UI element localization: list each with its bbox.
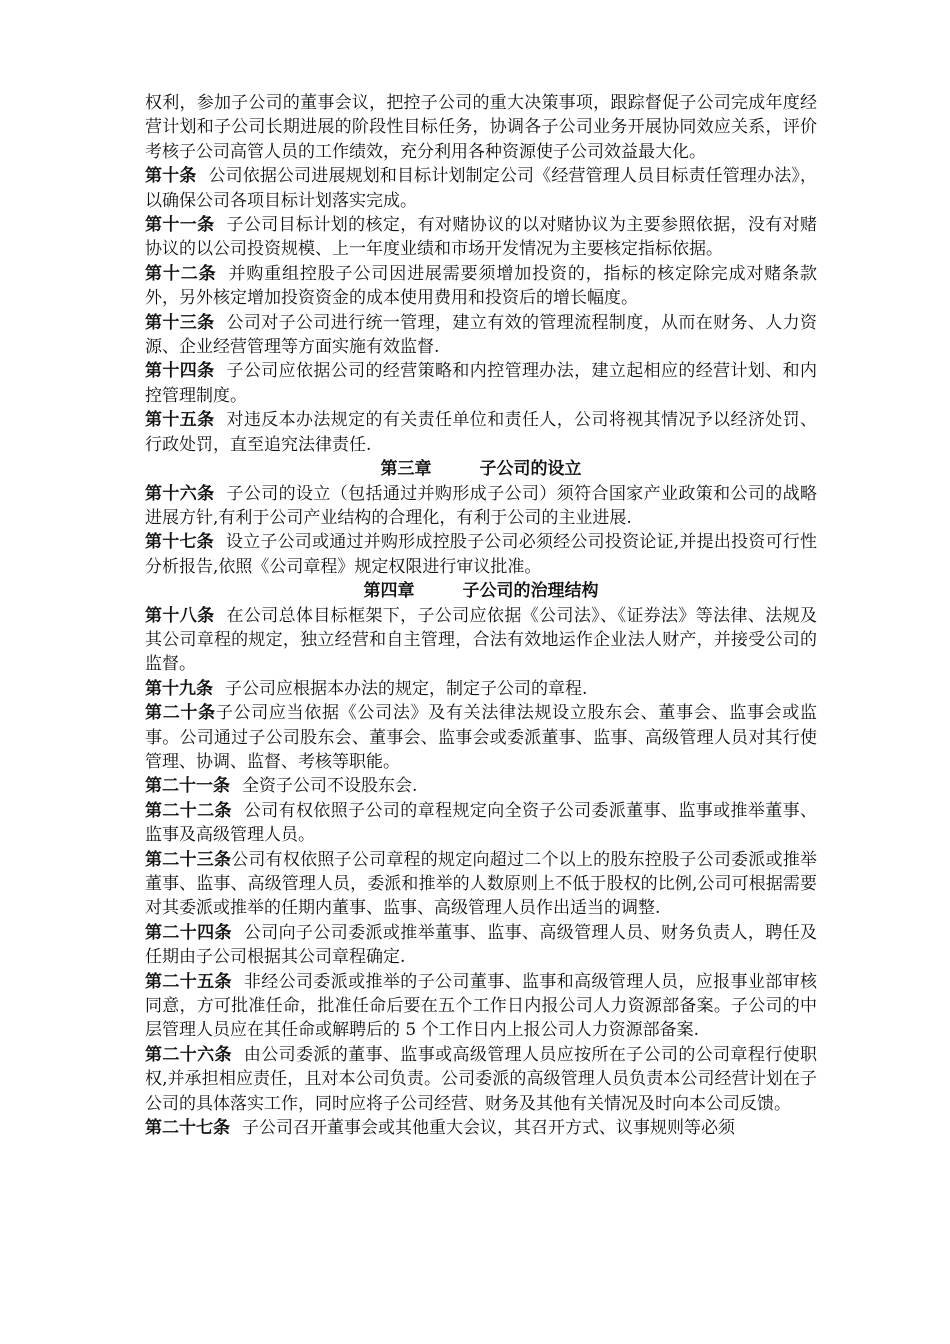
article-18 [145,604,817,677]
article-number: 第二十二条 [145,800,232,821]
article-number: 第二十五条 [145,971,232,992]
article-11 [145,213,817,262]
article-text: 子公司目标计划的核定，有对赌协议的以对赌协议为主要参照依据，没有对赌协议的以公司投资规模、上一年度业绩和市场开发情况为主要核定指标依据。 [145,215,818,260]
article-text: 在公司总体目标框架下，子公司应依据《公司法》、《证券法》等法律、法规及其公司章程的规定，独立经营和自主管理，合法有效地运作企业法人财产，并接受公司的监督。 [145,605,818,675]
article-number: 第二十四条 [145,922,232,943]
article-number: 第二十三条 [145,849,232,870]
article-text: 子公司召开董事会或其他重大会议，其召开方式、议事规则等必须 [242,1118,735,1139]
article-23 [145,848,817,921]
article-number: 第十二条 [145,263,217,284]
article-number: 第二十六条 [145,1044,232,1065]
chapter-label: 第四章 [363,581,415,602]
paragraph-continued [145,91,817,164]
article-14 [145,359,817,408]
article-17 [145,530,817,579]
article-text: 全资子公司不设股东会. [242,776,418,797]
chapter-label: 第三章 [380,459,432,480]
article-number: 第十一条 [145,215,215,236]
article-number: 第十六条 [145,483,215,504]
paragraph-text: 权利，参加子公司的董事会议，把控子公司的重大决策事项，跟踪督促子公司完成年度经营计划和子公司长期进展的阶段性目标任务，协调各子公司业务开展协同效应关系，评价考核子公司高管人员的工作绩效，充分利用各种资源使子公司效益最大化。 [145,93,817,162]
article-text: 子公司应依据公司的经营策略和内控管理办法，建立起相应的经营计划、和内控管理制度。 [145,361,818,406]
article-number: 第二十一条 [145,776,230,797]
article-text: 公司有权依照子公司的章程规定向全资子公司委派董事、监事或推举董事、监事及高级管理人员。 [145,800,818,846]
article-text: 由公司委派的董事、监事或高级管理人员应按所在子公司的公司章程行使职权,并承担相应责任，且对本公司负责。公司委派的高级管理人员负责本公司经营计划在子公司的具体落实工作，同时应将子公司经营、财务及其他有关情况及时向本公司反馈。 [145,1044,818,1114]
article-number: 第十八条 [145,605,215,626]
article-text: 并购重组控股子公司因进展需要须增加投资的，指标的核定除完成对赌条款外，另外核定增加投资资金的成本使用费用和投资后的增长幅度。 [145,263,818,309]
article-number: 第十四条 [145,361,215,382]
article-number: 第十条 [145,166,197,187]
article-text: 公司向子公司委派或推举董事、监事、高级管理人员、财务负责人，聘任及任期由子公司根据其公司章程确定. [145,922,818,968]
document-page [145,91,817,1140]
article-24 [145,921,817,970]
article-10 [145,164,817,213]
chapter-title: 子公司的设立 [479,459,582,480]
article-13 [145,311,817,360]
article-text: 设立子公司或通过并购形成控股子公司必须经公司投资论证,并提出投资可行性分析报告,依照《公司章程》规定权限进行审议批准。 [145,532,817,577]
chapter-heading-3 [145,457,817,481]
article-number: 第十五条 [145,410,215,431]
article-number: 第二十条 [145,703,216,724]
article-22 [145,799,817,848]
article-text: 非经公司委派或推举的子公司董事、监事和高级管理人员，应报事业部审核同意，方可批准任命，批准任命后要在五个工作日内报公司人力资源部备案。子公司的中层管理人员应在其任命或解聘后的 5 个工作日内上报公司人力资源部备案. [145,971,818,1041]
article-12 [145,262,817,311]
article-16 [145,482,817,531]
article-text: 公司依据公司进展规划和目标计划制定公司《经营管理人员目标责任管理办法》，以确保公司各项目标计划落实完成。 [145,166,818,211]
article-20 [145,701,817,774]
article-number: 第十三条 [145,312,215,333]
article-text: 公司对子公司进行统一管理，建立有效的管理流程制度，从而在财务、人力资源、企业经营管理等方面实施有效监督. [145,312,818,358]
chapter-heading-4 [145,579,817,603]
article-15 [145,408,817,457]
article-19 [145,677,817,701]
chapter-title: 子公司的治理结构 [462,581,599,602]
article-21 [145,774,817,798]
article-25 [145,970,817,1043]
article-number: 第十九条 [145,678,213,699]
article-text: 子公司的设立（包括通过并购形成子公司）须符合国家产业政策和公司的战略进展方针,有利于公司产业结构的合理化，有利于公司的主业进展. [145,483,818,528]
article-text: 子公司应当依据《公司法》及有关法律法规设立股东会、董事会、监事会或监事。公司通过子公司股东会、董事会、监事会或委派董事、监事、高级管理人员对其行使管理、协调、监督、考核等职能。 [145,703,818,772]
article-number: 第二十七条 [145,1118,230,1139]
article-27 [145,1116,817,1140]
article-26 [145,1043,817,1116]
article-text: 公司有权依照子公司章程的规定向超过二个以上的股东控股子公司委派或推举董事、监事、高级管理人员，委派和推举的人数原则上不低于股权的比例,公司可根据需要对其委派或推举的任期内董事、监事、高级管理人员作出适当的调整. [145,849,818,919]
article-text: 对违反本办法规定的有关责任单位和责任人，公司将视其情况予以经济处罚、行政处罚，直至追究法律责任. [145,410,818,455]
article-number: 第十七条 [145,532,214,553]
article-text: 子公司应根据本办法的规定，制定子公司的章程. [225,678,588,699]
